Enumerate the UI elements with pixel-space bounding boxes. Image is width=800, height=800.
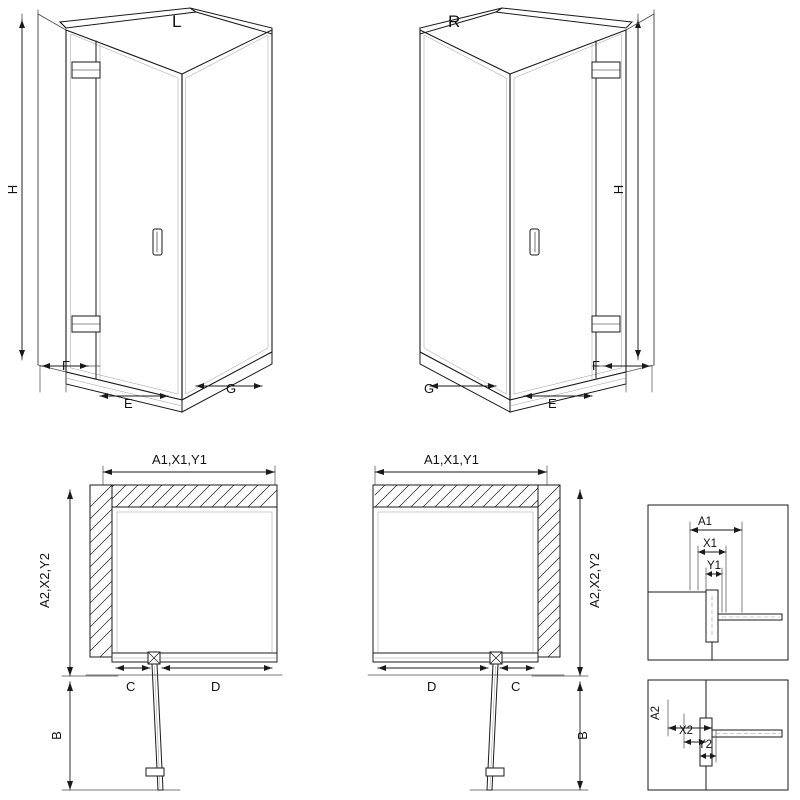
iso-view-left	[19, 8, 272, 412]
plan-right-dim-d: D	[427, 679, 437, 694]
variant-label-right: R	[448, 12, 461, 31]
plan-left-dim-c: C	[126, 679, 136, 694]
detail-bottom	[648, 680, 788, 790]
dim-label-e-right: E	[548, 396, 557, 411]
plan-left-dim-d: D	[211, 679, 221, 694]
detail-top-label-a1: A1	[698, 516, 713, 528]
plan-view-right	[368, 466, 588, 790]
variant-label-left: L	[172, 12, 182, 31]
detail-bottom-label-y2: Y2	[698, 739, 713, 751]
detail-bottom-label-x2: X2	[679, 725, 694, 737]
detail-top-label-y1: Y1	[707, 560, 722, 572]
plan-left-side-dim-label: A2,X2,Y2	[36, 553, 52, 608]
detail-top	[648, 505, 788, 660]
dim-label-f-left: F	[62, 358, 70, 373]
dim-label-f-right: F	[592, 358, 600, 373]
dim-label-e-left: E	[124, 396, 133, 411]
plan-right-depth-b: B	[574, 731, 590, 740]
detail-bottom-label-a2: A2	[650, 705, 663, 721]
plan-view-left	[62, 466, 282, 790]
dim-label-g-left: G	[226, 381, 237, 396]
height-label-right: H	[611, 184, 627, 195]
plan-right-side-dim-label: A2,X2,Y2	[586, 553, 602, 608]
plan-left-top-dim-label: A1,X1,Y1	[152, 452, 207, 467]
plan-right-top-dim-label: A1,X1,Y1	[424, 452, 479, 467]
detail-top-label-x1: X1	[703, 538, 718, 550]
iso-view-right	[420, 8, 654, 412]
plan-left-depth-b: B	[48, 731, 64, 740]
height-label-left: H	[5, 184, 21, 195]
dim-label-g-right: G	[424, 381, 435, 396]
plan-right-dim-c: C	[511, 679, 521, 694]
